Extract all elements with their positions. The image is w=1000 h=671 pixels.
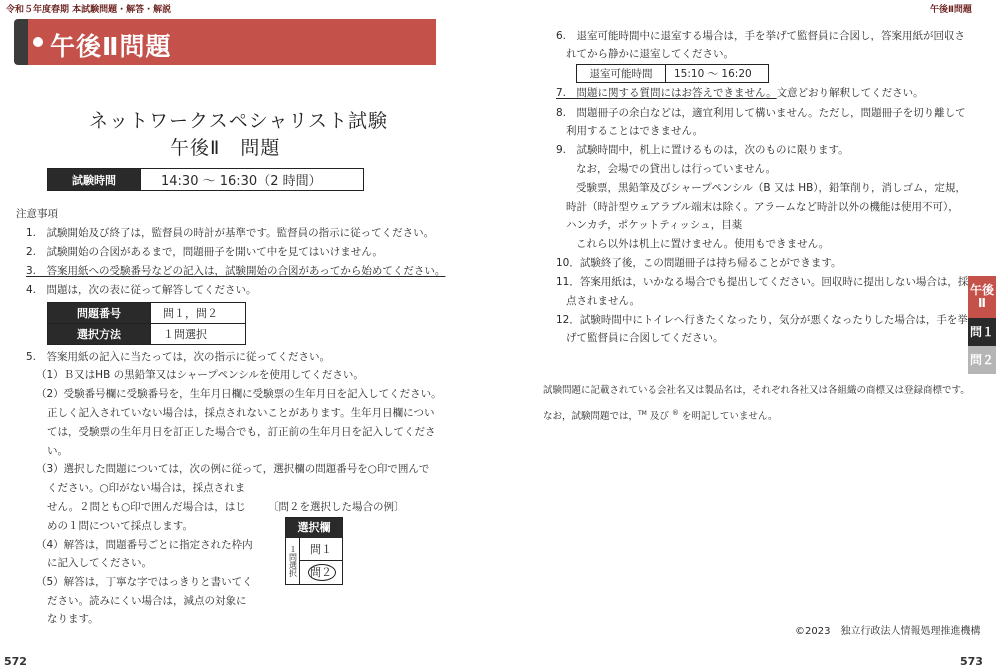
- note-item-5-3-line-3: せん。２問とも○印で囲んだ場合は，はじ: [47, 501, 246, 513]
- answer-table-value-1: 問１，問２: [151, 303, 246, 324]
- note-item-5-1: （1）Ｂ又はHB の黒鉛筆又はシャープペンシルを使用してください。: [36, 369, 364, 381]
- selection-divider: [300, 560, 342, 561]
- note-item-5-5-line-1: （5）解答は，丁寧な字ではっきりと書いてく: [36, 576, 253, 588]
- note-item-8-line-1: 8. 問題冊子の余白などは，適宜利用して構いません。ただし，問題冊子を切り離して: [556, 107, 966, 119]
- note-item-4: 4. 問題は，次の表に従って解答してください。: [26, 284, 257, 296]
- exam-time-table: [47, 168, 364, 191]
- answer-method-table: [47, 302, 246, 345]
- note-item-10: 10．試験終了後，この問題冊子は持ち帰ることができます。: [556, 257, 842, 269]
- exam-subtitle: 午後Ⅱ 問題: [170, 137, 281, 159]
- side-tab-q1: 問１: [968, 318, 996, 346]
- selection-side-label: １問選択: [286, 538, 300, 584]
- note-item-5-2-line-2: 正しく記入されていない場合は，採点されないことがあります。生年月日欄につい: [47, 407, 435, 419]
- page-number-right: 573: [960, 655, 983, 668]
- header-caption-left: 令和５年度春期 本試験問題・解答・解説: [6, 5, 172, 15]
- banner-bullet-icon: [33, 37, 43, 47]
- note-item-5: 5. 答案用紙の記入に当たっては，次の指示に従ってください。: [26, 351, 331, 363]
- banner-edge: [14, 19, 28, 65]
- selection-option-2: 問２: [310, 566, 332, 579]
- tm-symbol: TM: [638, 410, 647, 417]
- note-item-9-line-4: 時計（時計型ウェアラブル端末は除く。アラームなど時計以外の機能は使用不可），: [566, 201, 959, 213]
- note-item-5-3-line-2: ください。○印がない場合は，採点されま: [47, 482, 246, 494]
- note-item-9-line-3: 受験票，黒鉛筆及びシャープペンシル（B 又は HB），鉛筆削り，消しゴム，定規，: [576, 182, 966, 194]
- selection-example-box: [285, 517, 343, 585]
- note-item-7: 7. 問題に関する質問にはお答えできません。文意どおり解釈してください。: [556, 87, 924, 99]
- header-caption-right: 午後Ⅱ問題: [930, 5, 972, 15]
- selection-option-1: 問１: [310, 543, 332, 556]
- note-item-8-line-2: 利用することはできません。: [566, 125, 704, 137]
- answer-table-value-2: １問選択: [151, 324, 246, 345]
- note-item-9-line-5: ハンカチ，ポケットティッシュ，目薬: [566, 219, 743, 231]
- r-symbol: ®: [671, 409, 679, 417]
- note-item-5-4-line-1: （4）解答は，問題番号ごとに指定された枠内: [36, 539, 253, 551]
- note-item-5-5-line-3: なります。: [47, 613, 99, 625]
- note-item-12-line-1: 12．試験時間中にトイレへ行きたくなったり，気分が悪くなったりした場合は，手を挙: [556, 314, 968, 326]
- note-item-9-line-6: これら以外は机上に置けません。使用もできません。: [576, 238, 830, 250]
- note-item-6-line-2: れてから静かに退室してください。: [566, 48, 734, 60]
- trademark-note: なお，試験問題では，™ 及び ® を明記していません。: [543, 409, 778, 423]
- notes-heading: 注意事項: [16, 208, 58, 220]
- note-item-5-2-line-3: ては，受験票の生年月日を訂正した場合でも，訂正前の生年月日を記入してくださ: [47, 426, 436, 438]
- exit-time-table: [576, 64, 769, 83]
- side-tab-q2: 問２: [968, 346, 996, 374]
- note-item-1: 1. 試験開始及び終了は，監督員の時計が基準です。監督員の指示に従ってください。: [26, 227, 435, 239]
- note-item-5-5-line-2: ださい。読みにくい場合は，減点の対象に: [47, 595, 247, 607]
- note-item-12-line-2: げて監督員に合図してください。: [566, 332, 724, 344]
- exam-time-label: 試験時間: [48, 169, 141, 191]
- note-item-5-3-line-4: めの１問について採点します。: [47, 520, 193, 532]
- note-item-3: 3. 答案用紙への受験番号などの記入は，試験開始の合図があってから始めてください。: [26, 265, 446, 277]
- note-item-11-line-1: 11．答案用紙は，いかなる場合でも提出してください。回収時に提出しない場合は，採: [556, 276, 969, 288]
- side-tab-afternoon-2: 午後Ⅱ: [968, 276, 996, 318]
- selection-header: 選択欄: [286, 518, 342, 538]
- note-item-5-2-line-1: （2）受験番号欄に受験番号を，生年月日欄に受験票の生年月日を記入してください。: [36, 388, 442, 400]
- note-item-2: 2. 試験開始の合図があるまで，問題冊子を開いて中を見てはいけません。: [26, 246, 383, 258]
- note-item-5-4-line-2: に記入してください。: [47, 557, 152, 569]
- exam-time-value: 14:30 ～ 16:30（2 時間）: [141, 169, 364, 191]
- answer-table-label-1: 問題番号: [48, 303, 151, 324]
- note-item-5-3-line-1: （3）選択した問題については，次の例に従って，選択欄の問題番号を○印で囲んで: [36, 463, 430, 475]
- note-item-6-line-1: 6. 退室可能時間中に退室する場合は，手を挙げて監督員に合図し，答案用紙が回収さ: [556, 30, 966, 42]
- note-item-9-line-2: なお，会場での貸出しは行っていません。: [576, 163, 777, 175]
- note-item-5-2-line-4: い。: [47, 445, 68, 457]
- note-item-11-line-2: 点されません。: [566, 295, 641, 307]
- trademark-notice: 試験問題に記載されている会社名又は製品名は，それぞれ各社又は各組織の商標又は登録商標です。: [543, 385, 970, 396]
- example-caption: 〔問２を選択した場合の例〕: [268, 501, 405, 513]
- banner-title: 午後Ⅱ問題: [50, 32, 172, 61]
- copyright: ©2023 独立行政法人情報処理推進機構: [795, 626, 981, 637]
- exit-time-value: 15:10 ～ 16:20: [666, 65, 769, 83]
- note-item-9-line-1: 9. 試験時間中，机上に置けるものは，次のものに限ります。: [556, 144, 849, 156]
- exit-time-label: 退室可能時間: [577, 65, 666, 83]
- page-number-left: 572: [4, 655, 27, 668]
- answer-table-label-2: 選択方法: [48, 324, 151, 345]
- exam-title: ネットワークスペシャリスト試験: [89, 110, 389, 132]
